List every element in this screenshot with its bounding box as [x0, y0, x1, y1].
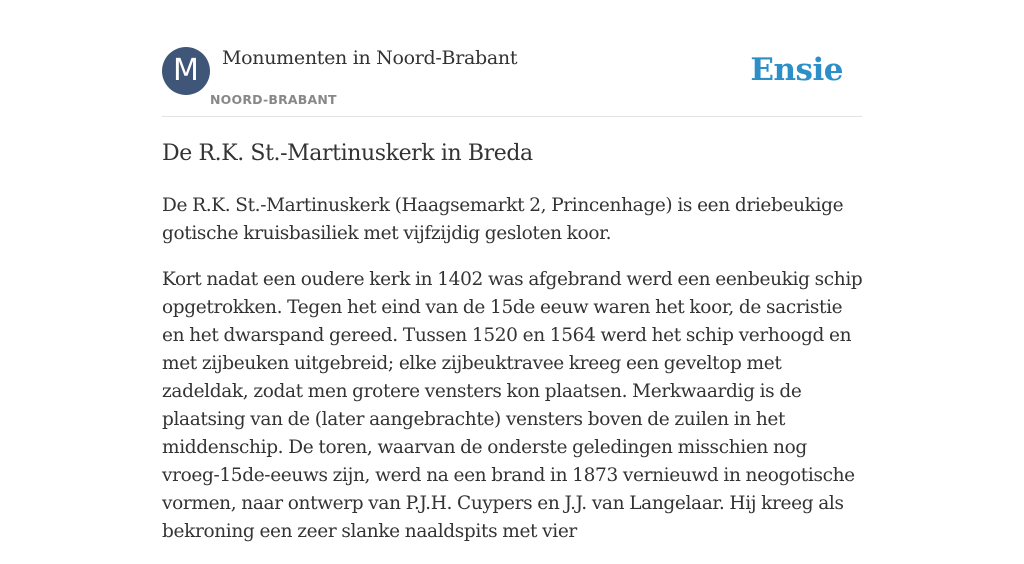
article-paragraph: De R.K. St.-Martinuskerk (Haagsemarkt 2, Princenhage) is een driebeukige gotische kruisbasiliek met vijfzijdig gesloten koor. [162, 195, 844, 244]
site-header [162, 46, 862, 117]
article-paragraph: Kort nadat een oudere kerk in 1402 was afgebrand werd een eenbeukig schip opgetrokken. Tegen het eind van de 15de eeuw waren het koor, de sacristie en het dwarspand gereed. Tussen 1520 en 1564 werd het schip verhoogd en met zijbeuken uitgebreid; elke zijbeuktravee kreeg een geveltop met zadeldak, zodat men grotere vensters kon plaatsen. Merkwaardig is de plaatsing van de (later aangebrachte) vensters boven de zuilen in het middenschip. De toren, waarvan de onderste geledingen misschien nog vroeg-15de-eeuws zijn, werd na een brand in 1873 vernieuwd in neogotische vormen, naar ontwerp van P.J.H. Cuypers en J.J. van Langelaar. Hij kreeg als bekroning een zeer slanke naaldspits met vier [162, 269, 863, 542]
category-link[interactable]: NOORD-BRABANT [210, 92, 337, 107]
site-title-link[interactable]: Monumenten in Noord-Brabant [222, 47, 518, 69]
page-title: De R.K. St.-Martinuskerk in Breda [162, 141, 533, 166]
article [162, 138, 868, 564]
brand-logo[interactable]: Ensie [750, 52, 843, 88]
avatar[interactable]: M [162, 47, 210, 95]
